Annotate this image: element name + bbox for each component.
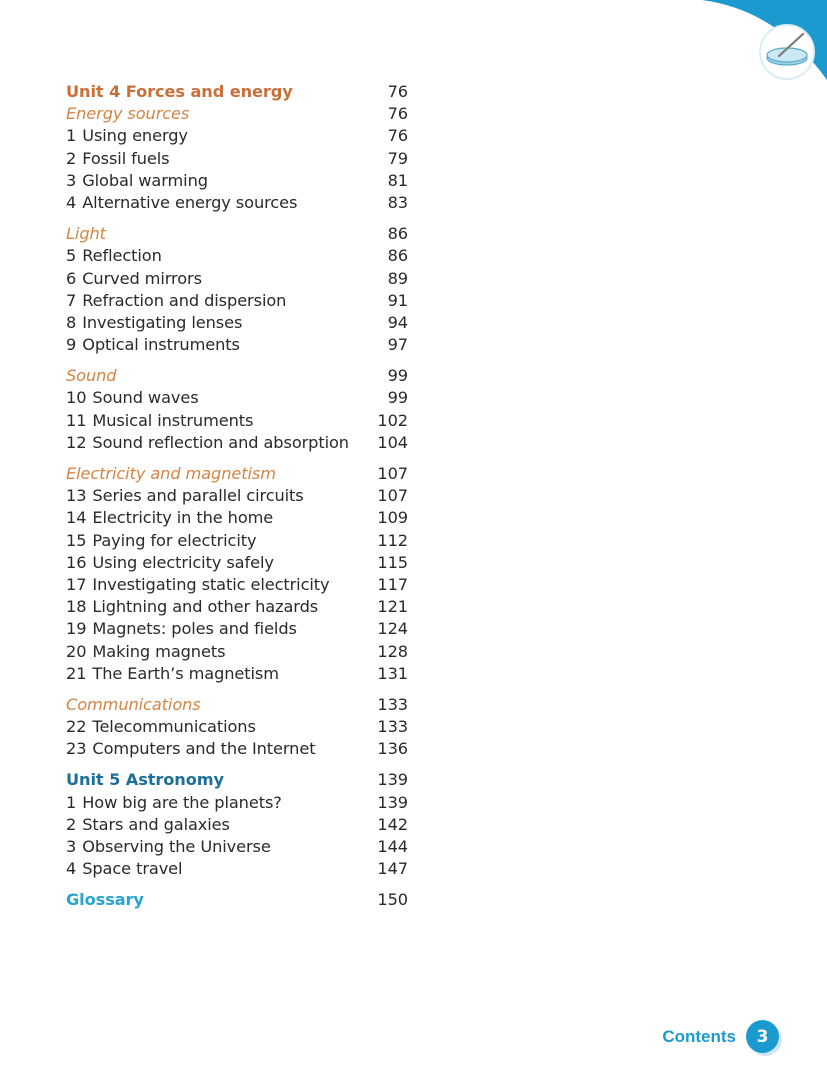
toc-entry-title	[66, 814, 230, 836]
toc-entry[interactable]	[66, 192, 408, 214]
item-number: 3	[66, 837, 77, 856]
page-ref: 94	[387, 312, 408, 332]
section-heading[interactable]	[66, 103, 408, 125]
item-number: 2	[66, 148, 77, 168]
item-number: 15	[66, 530, 87, 550]
toc-entry[interactable]	[66, 245, 408, 267]
toc-entry[interactable]	[66, 290, 408, 312]
page-footer	[662, 1020, 779, 1053]
unit-heading[interactable]	[66, 889, 408, 911]
toc-entry[interactable]	[66, 530, 408, 552]
item-title: Making magnets	[92, 641, 226, 661]
item-number: 13	[66, 486, 87, 506]
item-number: 10	[66, 388, 87, 408]
toc-entry-title	[66, 432, 349, 454]
item-title: Telecommunications	[92, 717, 256, 737]
page-ref: 121	[377, 597, 408, 617]
toc-entry-title	[66, 125, 188, 147]
toc-entry-title	[66, 507, 273, 529]
page-ref: 139	[377, 770, 408, 790]
toc-entry[interactable]	[66, 432, 408, 454]
page-ref: 102	[377, 410, 408, 430]
toc-entry[interactable]	[66, 574, 408, 596]
page-ref: 139	[377, 792, 408, 812]
toc-entry-title	[66, 148, 170, 170]
page-ref: 124	[377, 619, 408, 639]
page-ref: 86	[387, 224, 408, 244]
section-heading-title: Energy sources	[66, 104, 190, 124]
page-ref: 128	[377, 641, 408, 661]
toc-entry-title	[66, 485, 304, 507]
page-number: 3	[746, 1020, 779, 1053]
toc-entry[interactable]	[66, 125, 408, 147]
item-number: 1	[66, 792, 77, 812]
unit-heading-title: Unit 5 Astronomy	[66, 770, 224, 790]
page-ref: 99	[387, 366, 408, 386]
toc-entry-title	[66, 716, 256, 738]
section-heading[interactable]	[66, 463, 408, 485]
item-title: Using energy	[82, 126, 188, 146]
item-title: Observing the Universe	[82, 837, 271, 856]
page-ref: 79	[387, 148, 408, 168]
footer-title: Contents	[662, 1026, 736, 1046]
toc-entry[interactable]	[66, 792, 408, 814]
toc-entry-title	[66, 410, 253, 432]
section-heading-title: Communications	[66, 694, 201, 714]
toc-entry[interactable]	[66, 170, 408, 192]
item-number: 7	[66, 290, 77, 310]
item-title: Electricity in the home	[92, 508, 274, 528]
toc-entry-title	[66, 596, 318, 618]
unit-heading[interactable]	[66, 81, 408, 103]
item-number: 2	[66, 814, 77, 834]
toc-entry-title	[66, 268, 202, 290]
toc-entry-title	[66, 552, 274, 574]
page-ref: 150	[377, 890, 408, 910]
toc-entry-title	[66, 170, 208, 192]
item-title: Investigating lenses	[82, 312, 243, 332]
toc-entry-title	[66, 858, 182, 880]
unit-group	[66, 769, 408, 880]
unit-heading-title: Unit 4 Forces and energy	[66, 82, 293, 101]
item-title: Computers and the Internet	[92, 739, 316, 759]
toc-entry[interactable]	[66, 410, 408, 432]
toc-entry-title	[66, 290, 286, 312]
item-number: 1	[66, 126, 77, 146]
item-title: Sound reflection and absorption	[92, 432, 349, 452]
toc-entry-title	[66, 334, 240, 356]
toc-entry[interactable]	[66, 716, 408, 738]
toc-entry[interactable]	[66, 641, 408, 663]
toc-entry[interactable]	[66, 814, 408, 836]
unit-group	[66, 889, 408, 911]
page-ref: 97	[387, 335, 408, 355]
toc-entry-title	[66, 530, 256, 552]
item-number: 20	[66, 641, 87, 661]
page-ref: 91	[387, 290, 408, 310]
page-ref: 107	[377, 486, 408, 506]
unit-heading[interactable]	[66, 769, 408, 791]
section-heading-title: Sound	[66, 366, 117, 386]
item-title: Stars and galaxies	[82, 814, 230, 834]
toc-entry[interactable]	[66, 485, 408, 507]
item-title: Sound waves	[92, 388, 199, 408]
page-ref: 83	[387, 192, 408, 212]
item-title: Magnets: poles and fields	[92, 619, 297, 639]
toc-entry[interactable]	[66, 618, 408, 640]
page-ref: 76	[387, 126, 408, 146]
toc-entry-title	[66, 312, 242, 334]
item-title: Series and parallel circuits	[92, 486, 304, 506]
section-group	[66, 463, 408, 685]
item-title: Musical instruments	[92, 410, 254, 430]
section-heading-title: Light	[66, 224, 106, 244]
toc-entry[interactable]	[66, 663, 408, 685]
item-number: 21	[66, 663, 87, 683]
item-number: 16	[66, 552, 87, 572]
petri-dish-icon	[760, 25, 814, 79]
item-number: 14	[66, 508, 87, 528]
toc-entry-title	[66, 192, 297, 214]
toc-entry[interactable]	[66, 148, 408, 170]
toc-entry-title	[66, 792, 282, 814]
toc-entry[interactable]	[66, 268, 408, 290]
item-title: Investigating static electricity	[92, 574, 330, 594]
item-number: 23	[66, 739, 87, 759]
corner-decoration	[627, 0, 827, 100]
item-title: Reflection	[82, 246, 162, 266]
section-group	[66, 694, 408, 761]
toc-entry[interactable]	[66, 836, 408, 858]
toc-entry[interactable]	[66, 552, 408, 574]
item-number: 18	[66, 597, 87, 617]
toc-entry[interactable]	[66, 858, 408, 880]
page-ref: 89	[387, 268, 408, 288]
item-number: 4	[66, 192, 77, 212]
item-number: 8	[66, 312, 77, 332]
page-ref: 109	[377, 508, 408, 528]
toc-entry-title	[66, 574, 330, 596]
table-of-contents	[66, 81, 408, 921]
page-ref: 131	[377, 663, 408, 683]
page-ref: 76	[387, 104, 408, 124]
page-ref: 86	[387, 246, 408, 266]
page-ref: 117	[377, 574, 408, 594]
toc-entry[interactable]	[66, 738, 408, 760]
item-number: 22	[66, 717, 87, 737]
toc-entry-title	[66, 641, 225, 663]
page-ref: 147	[377, 859, 408, 879]
item-title: Fossil fuels	[82, 148, 170, 168]
section-heading[interactable]	[66, 694, 408, 716]
item-number: 12	[66, 432, 87, 452]
page-ref: 133	[377, 717, 408, 737]
page-ref: 136	[377, 739, 408, 759]
page-ref: 104	[377, 432, 408, 452]
item-title: Paying for electricity	[92, 530, 257, 550]
item-number: 4	[66, 859, 77, 879]
page-ref: 99	[387, 388, 408, 408]
item-title: Using electricity safely	[92, 552, 274, 572]
page-ref: 142	[377, 814, 408, 834]
item-number: 5	[66, 246, 77, 266]
item-number: 6	[66, 268, 77, 288]
item-title: Curved mirrors	[82, 268, 202, 288]
toc-entry[interactable]	[66, 387, 408, 409]
section-heading[interactable]	[66, 365, 408, 387]
toc-entry-title	[66, 836, 271, 858]
toc-entry-title	[66, 245, 162, 267]
page-ref: 115	[377, 552, 408, 572]
item-title: Lightning and other hazards	[92, 597, 319, 617]
toc-entry-title	[66, 738, 315, 760]
item-number: 11	[66, 410, 87, 430]
unit-group	[66, 81, 408, 214]
toc-entry[interactable]	[66, 596, 408, 618]
unit-heading-title: Glossary	[66, 890, 144, 910]
item-title: How big are the planets?	[82, 792, 282, 812]
page-ref: 133	[377, 694, 408, 714]
toc-entry-title	[66, 618, 297, 640]
item-title: Global warming	[82, 170, 208, 190]
item-title: Refraction and dispersion	[82, 290, 287, 310]
page-ref: 107	[377, 464, 408, 483]
toc-entry-title	[66, 663, 279, 685]
item-title: The Earth’s magnetism	[92, 663, 279, 683]
toc-entry[interactable]	[66, 334, 408, 356]
item-number: 3	[66, 170, 77, 190]
item-number: 19	[66, 619, 87, 639]
item-title: Alternative energy sources	[82, 192, 298, 212]
toc-entry[interactable]	[66, 507, 408, 529]
item-title: Optical instruments	[82, 335, 240, 355]
toc-entry-title	[66, 387, 199, 409]
section-heading-title: Electricity and magnetism	[66, 464, 276, 483]
page-ref: 112	[377, 530, 408, 550]
page-ref: 81	[387, 170, 408, 190]
section-group	[66, 223, 408, 356]
section-heading[interactable]	[66, 223, 408, 245]
page-ref: 76	[387, 82, 408, 101]
toc-entry[interactable]	[66, 312, 408, 334]
item-title: Space travel	[82, 859, 183, 879]
item-number: 17	[66, 574, 87, 594]
item-number: 9	[66, 335, 77, 355]
page-ref: 144	[377, 837, 408, 856]
section-group	[66, 365, 408, 454]
